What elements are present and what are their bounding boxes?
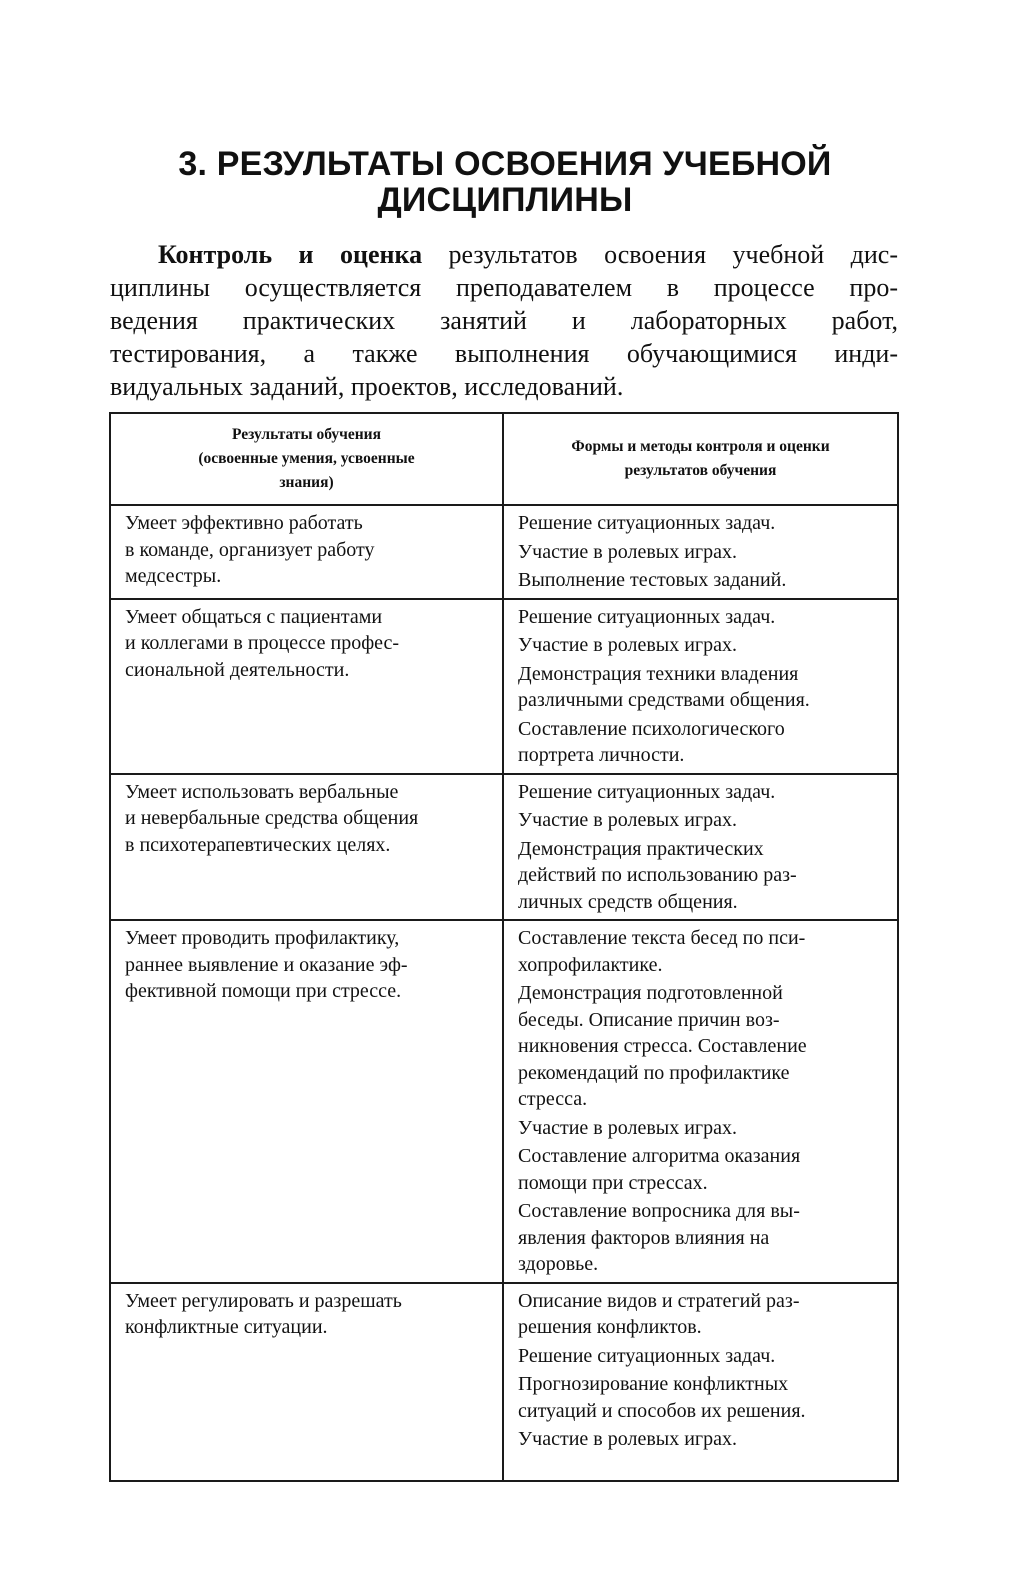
method-line: Демонстрация подготовленной — [518, 982, 783, 1004]
method-line: Составление психологического — [518, 717, 785, 740]
result-line: сиональной деятельности. — [125, 658, 350, 681]
method-item — [518, 1115, 887, 1142]
intro-line — [110, 238, 898, 271]
table-row — [110, 505, 898, 599]
method-item — [518, 1198, 887, 1278]
result-line: Умеет проводить профилактику, — [125, 927, 400, 949]
intro-first-line-rest: результатов освоения учебной дис- — [422, 240, 898, 269]
method-line: личных средств общения. — [518, 890, 738, 913]
method-line: Прогнозирование конфликтных — [518, 1373, 789, 1395]
table-row — [110, 774, 898, 921]
method-line: беседы. Описание причин воз- — [518, 1008, 780, 1031]
result-line: и коллегами в процессе профес- — [125, 632, 400, 654]
method-line: рекомендаций по профилактике — [518, 1061, 790, 1084]
method-line: хопрофилактике. — [518, 953, 663, 976]
intro-paragraph — [110, 238, 898, 403]
method-item — [518, 1426, 887, 1453]
header-line: результатов обучения — [624, 462, 777, 479]
table-row — [110, 599, 898, 774]
method-line: помощи при стрессах. — [518, 1171, 708, 1194]
method-line: Участие в ролевых играх. — [518, 1116, 737, 1139]
method-line: решения конфликтов. — [518, 1316, 702, 1338]
result-cell — [110, 1283, 503, 1481]
method-line: Решение ситуационных задач. — [518, 512, 776, 534]
intro-line: тестирования, а также выполнения обучающимися инди- — [110, 339, 898, 368]
result-line: Умеет регулировать и разрешать — [125, 1289, 402, 1312]
method-line: Составление алгоритма оказания — [518, 1145, 801, 1167]
result-line: медсестры. — [125, 565, 222, 587]
header-control-methods — [503, 413, 898, 505]
results-table — [109, 412, 899, 1482]
method-item — [518, 1343, 887, 1370]
intro-line: циплины осуществляется преподавателем в процессе про- — [110, 273, 898, 302]
result-line: Умеет использовать вербальные — [125, 780, 399, 803]
method-line: здоровье. — [518, 1253, 599, 1275]
method-item — [518, 836, 887, 916]
methods-cell — [503, 774, 898, 921]
method-line: действий по использованию раз- — [518, 864, 797, 886]
method-line: Участие в ролевых играх. — [518, 634, 737, 656]
method-line: Составление вопросника для вы- — [518, 1200, 800, 1222]
result-cell — [110, 920, 503, 1283]
result-line: раннее выявление и оказание эф- — [125, 953, 408, 976]
methods-cell — [503, 1283, 898, 1481]
methods-cell — [503, 920, 898, 1283]
header-line: (освоенные умения, усвоенные — [198, 450, 415, 467]
method-line: ситуаций и способов их решения. — [518, 1399, 806, 1422]
method-item — [518, 567, 887, 594]
result-line: Умеет общаться с пациентами — [125, 605, 383, 628]
method-line: Решение ситуационных задач. — [518, 780, 776, 803]
method-item — [518, 980, 887, 1113]
table-row — [110, 1283, 898, 1481]
method-line: никновения стресса. Составление — [518, 1035, 807, 1057]
result-line: конфликтные ситуации. — [125, 1316, 328, 1338]
result-line: в команде, организует работу — [125, 538, 375, 561]
method-item — [518, 779, 887, 806]
method-line: Решение ситуационных задач. — [518, 1344, 776, 1367]
header-line: Формы и методы контроля и оценки — [571, 438, 830, 455]
method-line: портрета личности. — [518, 744, 685, 766]
method-line: явления факторов влияния на — [518, 1226, 770, 1249]
method-item — [518, 510, 887, 537]
method-item — [518, 716, 887, 769]
header-line: знания) — [279, 474, 334, 491]
section-heading-line: 3. РЕЗУЛЬТАТЫ ОСВОЕНИЯ УЧЕБНОЙ — [178, 145, 832, 183]
method-line: Демонстрация практических — [518, 837, 764, 860]
result-line: Умеет эффективно работать — [125, 512, 363, 534]
intro-line: видуальных заданий, проектов, исследований. — [110, 372, 624, 401]
methods-cell — [503, 599, 898, 774]
intro-line: ведения практических занятий и лабораторных работ, — [110, 306, 898, 335]
method-item — [518, 632, 887, 659]
method-item — [518, 604, 887, 631]
result-cell — [110, 505, 503, 599]
table-row — [110, 920, 898, 1283]
method-item — [518, 661, 887, 714]
methods-cell — [503, 505, 898, 599]
method-line: Участие в ролевых играх. — [518, 540, 737, 563]
method-line: стресса. — [518, 1088, 588, 1110]
method-line: Участие в ролевых играх. — [518, 1428, 737, 1450]
header-line: Результаты обучения — [232, 426, 381, 443]
result-line: фективной помощи при стрессе. — [125, 980, 402, 1002]
result-line: и невербальные средства общения — [125, 807, 419, 829]
intro-bold-lead: Контроль и оценка — [158, 240, 423, 269]
section-heading — [110, 146, 900, 218]
result-line: в психотерапевтических целях. — [125, 833, 391, 856]
method-item — [518, 539, 887, 566]
result-cell — [110, 599, 503, 774]
method-line: различными средствами общения. — [518, 689, 810, 711]
method-item — [518, 1288, 887, 1341]
method-item — [518, 807, 887, 834]
result-cell — [110, 774, 503, 921]
method-line: Выполнение тестовых заданий. — [518, 569, 787, 591]
method-line: Участие в ролевых играх. — [518, 809, 737, 831]
method-item — [518, 1371, 887, 1424]
method-item — [518, 925, 887, 978]
method-item — [518, 1143, 887, 1196]
method-line: Решение ситуационных задач. — [518, 605, 776, 628]
header-learning-results — [110, 413, 503, 505]
method-line: Описание видов и стратегий раз- — [518, 1289, 800, 1312]
method-line: Составление текста бесед по пси- — [518, 927, 806, 949]
method-line: Демонстрация техники владения — [518, 662, 799, 685]
table-header-row — [110, 413, 898, 505]
section-heading-line: ДИСЦИПЛИНЫ — [377, 181, 633, 219]
